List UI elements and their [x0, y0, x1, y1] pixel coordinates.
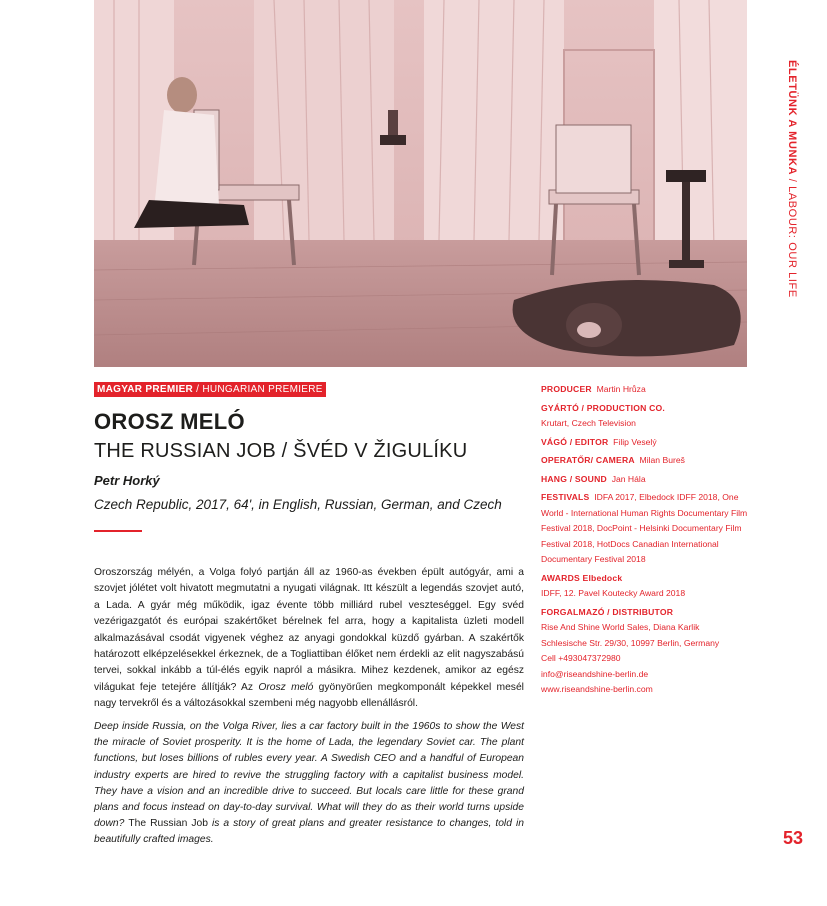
synopsis-hu-text: Oroszország mélyén, a Volga folyó partján áll az 1960-as években épült autógyár, ami a szovjet jólétet volt hivatott megmutatni a nyugati világnak. Itt készült a legendás szovjet autó, a Lada. A gyár még működik, igaz évente több milliárd rubel veszteséggel. Egy svéd vezérigazgatót és európai szakértőket bérelnek fel arra, hogy a kapitalista üzleti modell alkalmazásával csodát vigyenek véghez az anyagi gondokkal küzdő gyárban. A szakértők határozott elképzelésekkel érkeznek, de a Togliattiban élőket nem érdekli az elit nagyszabású tervei, sokkal inkább a túl-élés egyik napról a másikra. Mihez kezdenek, amikor az egész világukat feje tetejére állítják? Az: [94, 567, 524, 693]
distributor-address: Schlesische Str. 29/30, 10997 Berlin, Germany: [541, 637, 720, 648]
synopsis-en-title: The Russian Job: [128, 818, 208, 830]
credit-producer: [541, 382, 751, 398]
premiere-en: HUNGARIAN PREMIERE: [202, 384, 323, 395]
film-title-hungarian: OROSZ MELÓ: [94, 409, 245, 434]
premiere-badge: [94, 382, 326, 397]
credit-label: GYÁRTÓ / PRODUCTION CO.: [541, 402, 665, 413]
synopsis-hu-text-end: gyönyörűen megkomponált képekkel mesél nagy tervekről és a változásokkal szembeni még nagyobb ellenállásról.: [94, 681, 524, 710]
credit-label: HANG / SOUND: [541, 473, 607, 484]
film-still-illustration: [94, 0, 747, 367]
synopsis-hungarian: [94, 565, 524, 713]
distributor-website-link[interactable]: www.riseandshine-berlin.com: [541, 684, 653, 694]
credit-value: Milan Bureš: [639, 455, 685, 465]
credit-camera: [541, 453, 751, 469]
credit-label: AWARDS Elbedock: [541, 572, 623, 583]
synopsis-en-text-end: is a story of great plans and greater resistance to changes, told in beautifully crafted images.: [94, 818, 524, 846]
credit-distributor: [541, 605, 751, 698]
credit-value: Jan Hála: [611, 473, 646, 484]
credit-label: FESTIVALS: [541, 492, 590, 502]
credit-value: Martin Hrůza: [596, 384, 646, 394]
credit-label: VÁGÓ / EDITOR: [541, 436, 609, 447]
synopsis-english: [94, 719, 524, 849]
credit-value: IDFA 2017, Elbedock IDFF 2018, One World - International Human Rights Documentary Film Festival 2018, DocPoint - Helsinki Documentary Film Festival 2018, HotDocs Canadian International Documentary Festival 2018: [541, 492, 748, 564]
credit-label: PRODUCER: [541, 384, 592, 394]
synopsis-hu-title: Orosz meló: [258, 681, 314, 693]
distributor-phone: Cell +493047372980: [541, 653, 621, 663]
credit-value: Krutart, Czech Television: [541, 418, 636, 428]
premiere-hu: MAGYAR PREMIER: [97, 384, 194, 395]
synopsis-en-text: Deep inside Russia, on the Volga River, lies a car factory built in the 1960s to show the West the miracle of Soviet prosperity. It is the home of Lada, the legendary Soviet car. The plant functions, but loses billions of rubles every year. A Swedish CEO and a handful of European industry experts are hired to revive the struggling factory with a capitalist business model. They have a vision and an incredible drive to succeed. But locals care little for these grand plans and focus instead on day-to-day survival. What will they do as their world turns upside down?: [94, 721, 524, 830]
premiere-separator: /: [193, 384, 203, 395]
side-title-en: LABOUR: OUR LIFE: [786, 186, 798, 298]
director-name: Petr Horký: [94, 473, 160, 488]
credit-label: FORGALMAZÓ / DISTRIBUTOR: [541, 606, 674, 617]
distributor-email-link[interactable]: info@riseandshine-berlin.de: [541, 668, 649, 679]
side-title-separator: /: [786, 175, 798, 187]
side-title-hu: ÉLETÜNK A MUNKA: [786, 60, 798, 176]
credit-value: Filip Veselý: [613, 436, 657, 447]
credit-value: IDFF, 12. Pavel Koutecky Award 2018: [541, 588, 686, 598]
film-still-photo: [94, 0, 747, 367]
film-title-original: THE RUSSIAN JOB / ŠVÉD V ŽIGULÍKU: [94, 440, 468, 462]
credit-awards: [541, 571, 751, 602]
credit-sound: [541, 472, 751, 488]
credit-editor: [541, 435, 751, 451]
credit-festivals: [541, 490, 751, 568]
credit-label: OPERATŐR/ CAMERA: [541, 455, 635, 465]
credit-production-company: [541, 401, 751, 432]
page-number: 53: [783, 828, 804, 848]
credits-column: [541, 382, 751, 701]
divider-rule: [94, 530, 142, 532]
section-side-title: [778, 60, 798, 320]
credit-value: Rise And Shine World Sales, Diana Karlik: [541, 622, 700, 632]
film-info: Czech Republic, 2017, 64', in English, Russian, German, and Czech: [94, 497, 502, 512]
